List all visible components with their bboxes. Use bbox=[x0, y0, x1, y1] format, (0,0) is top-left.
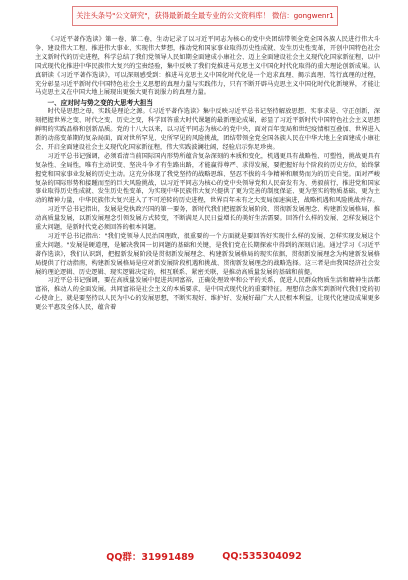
promo-banner bbox=[72, 6, 338, 26]
footer-contact bbox=[0, 548, 408, 564]
body-paragraph: 习近平总书记指出："我们党领导人民治国理政，很重要的一个方面就是要回答好实现什么样的发展、怎样实现发展这个重大问题。"发展是硬道理，是解决我国一切问题的基础和关键，是我们党在长期探索中得到的深刻启迪。通过学习《习近平著作选读》，我们认识到，把握新发展阶段是贯彻新发展理念、构建新发展格局的现实依据，贯彻新发展理念为构建新发展格局提供了行动指南，构建新发展格局是应对新发展阶段机遇和挑战、贯彻新发展理念的战略选择。这三者是由我国经济社会发展的理论逻辑、历史逻辑、现实逻辑决定的，相互联系、紧密关联，是推动高质量发展的基础和前提。 bbox=[35, 232, 380, 276]
body-paragraph: 习近平总书记指出，发展是党执政兴国的第一要务，新时代我们把握新发展阶段、贯彻新发展理念、构建新发展格局，推动高质量发展，以新发展理念引领发展方式转变，不断满足人民日益增长的美好生活需要。回答什么样的发展、怎样发展这个重大问题，是新时代党必须回答的根本问题。 bbox=[35, 206, 380, 232]
document-body bbox=[35, 36, 380, 313]
qq-contact-number: QQ:535304092 bbox=[222, 550, 302, 562]
qq-group-number: QQ群：31991489 bbox=[106, 552, 195, 563]
body-paragraph: 习近平总书记强调，要在高质量发展中促进共同富裕，正确处理效率和公平的关系，促进人民群众物质生活和精神生活都富裕，推动人的全面发展。共同富裕是社会主义的本质要求，是中国式现代化的重要特征。理想信念落实到新时代我们党的初心使命上，就是要坚持以人民为中心的发展思想，不断实现好、维护好、发展好最广大人民根本利益，让现代化建设成果更多更公平惠及全体人民，蕴含着 bbox=[35, 277, 380, 312]
intro-paragraph: 《习近平著作选读》第一卷、第二卷，生动记录了以习近平同志为核心的党中央团结带领全党全国各族人民进行伟大斗争、建设伟大工程、推进伟大事业、实现伟大梦想，推动党和国家事业取得历史性成就、发生历史性变革，开创中国特色社会主义新时代的历史进程，科学总结了我们党领导人民如期全面建成小康社会、迈上全面建设社会主义现代化国家新征程，以中国式现代化推进中华民族伟大复兴的宝贵经验，集中反映了我们党推进马克思主义中国化时代化取得的重大理论创新成果。认真研读《习近平著作选读》，可以深刻感受到：推进马克思主义中国化时代化是一个追求真理、揭示真理、笃行真理的过程，充分彰显习近平新时代中国特色社会主义思想的真理力量与实践伟力，只有不断开辟马克思主义中国化时代化新境界，才能让马克思主义在中国大地上展现出更强大更有说服力的真理力量。 bbox=[35, 36, 380, 97]
body-paragraph: 习近平总书记强调，必须看清当前国际国内形势所蕴含复杂深刻的本质和变化，机遇更具有战略性、可塑性，挑战更具有复杂性、全局性，唯有主动识变、坚决斗争才有生路出路，才能赢得尊严、求得发展，要把握好每个阶段的历史方位，始终掌握党和国家事业发展的历史主动。这充分体现了我党坚持的战略思维、坚忍不拔的斗争精神和顺势而为的历史自觉。面对严峻复杂的国际形势和接踵而至的巨大风险挑战，以习近平同志为核心的党中央领导党和人民奋发有为、勇毅前行，推进党和国家事业取得历史性成就、发生历史性变革，为实现中华民族伟大复兴提供了更为完善的制度保证、更为坚实的物质基础、更为主动的精神力量，中华民族伟大复兴进入了不可逆转的历史进程，世界百年未有之大变局加速演进，战略机遇和风险挑战并存。 bbox=[35, 152, 380, 205]
promo-banner-text: 关注头条号"公文研究"，获得最新最全最专业的公文资料库！ 微信：gongwenr1 bbox=[76, 11, 334, 20]
body-paragraph: 时代是思想之母，实践是理论之源。《习近平著作选读》集中反映习近平总书记坚持解放思想、实事求是、守正创新，深刻把握世界之变、时代之变、历史之变，科学回答重大时代课题的最新理论成果，彰显了习近平新时代中国特色社会主义思想鲜明的实践品格和创新品质。党的十八大以来，以习近平同志为核心的党中央，面对百年变局和世纪疫情相互叠加、世界进入新的动荡变革期的复杂局面，面对世所罕见、史所罕见的风险挑战，团结带领全党全国各族人民在中华大地上全面建成小康社会、开启全面建设社会主义现代化国家新征程，伟大实践波澜壮阔，经验启示弥足珍贵。 bbox=[35, 108, 380, 151]
section-heading: 一、应对时与势之变的大思考大担当 bbox=[47, 99, 153, 108]
